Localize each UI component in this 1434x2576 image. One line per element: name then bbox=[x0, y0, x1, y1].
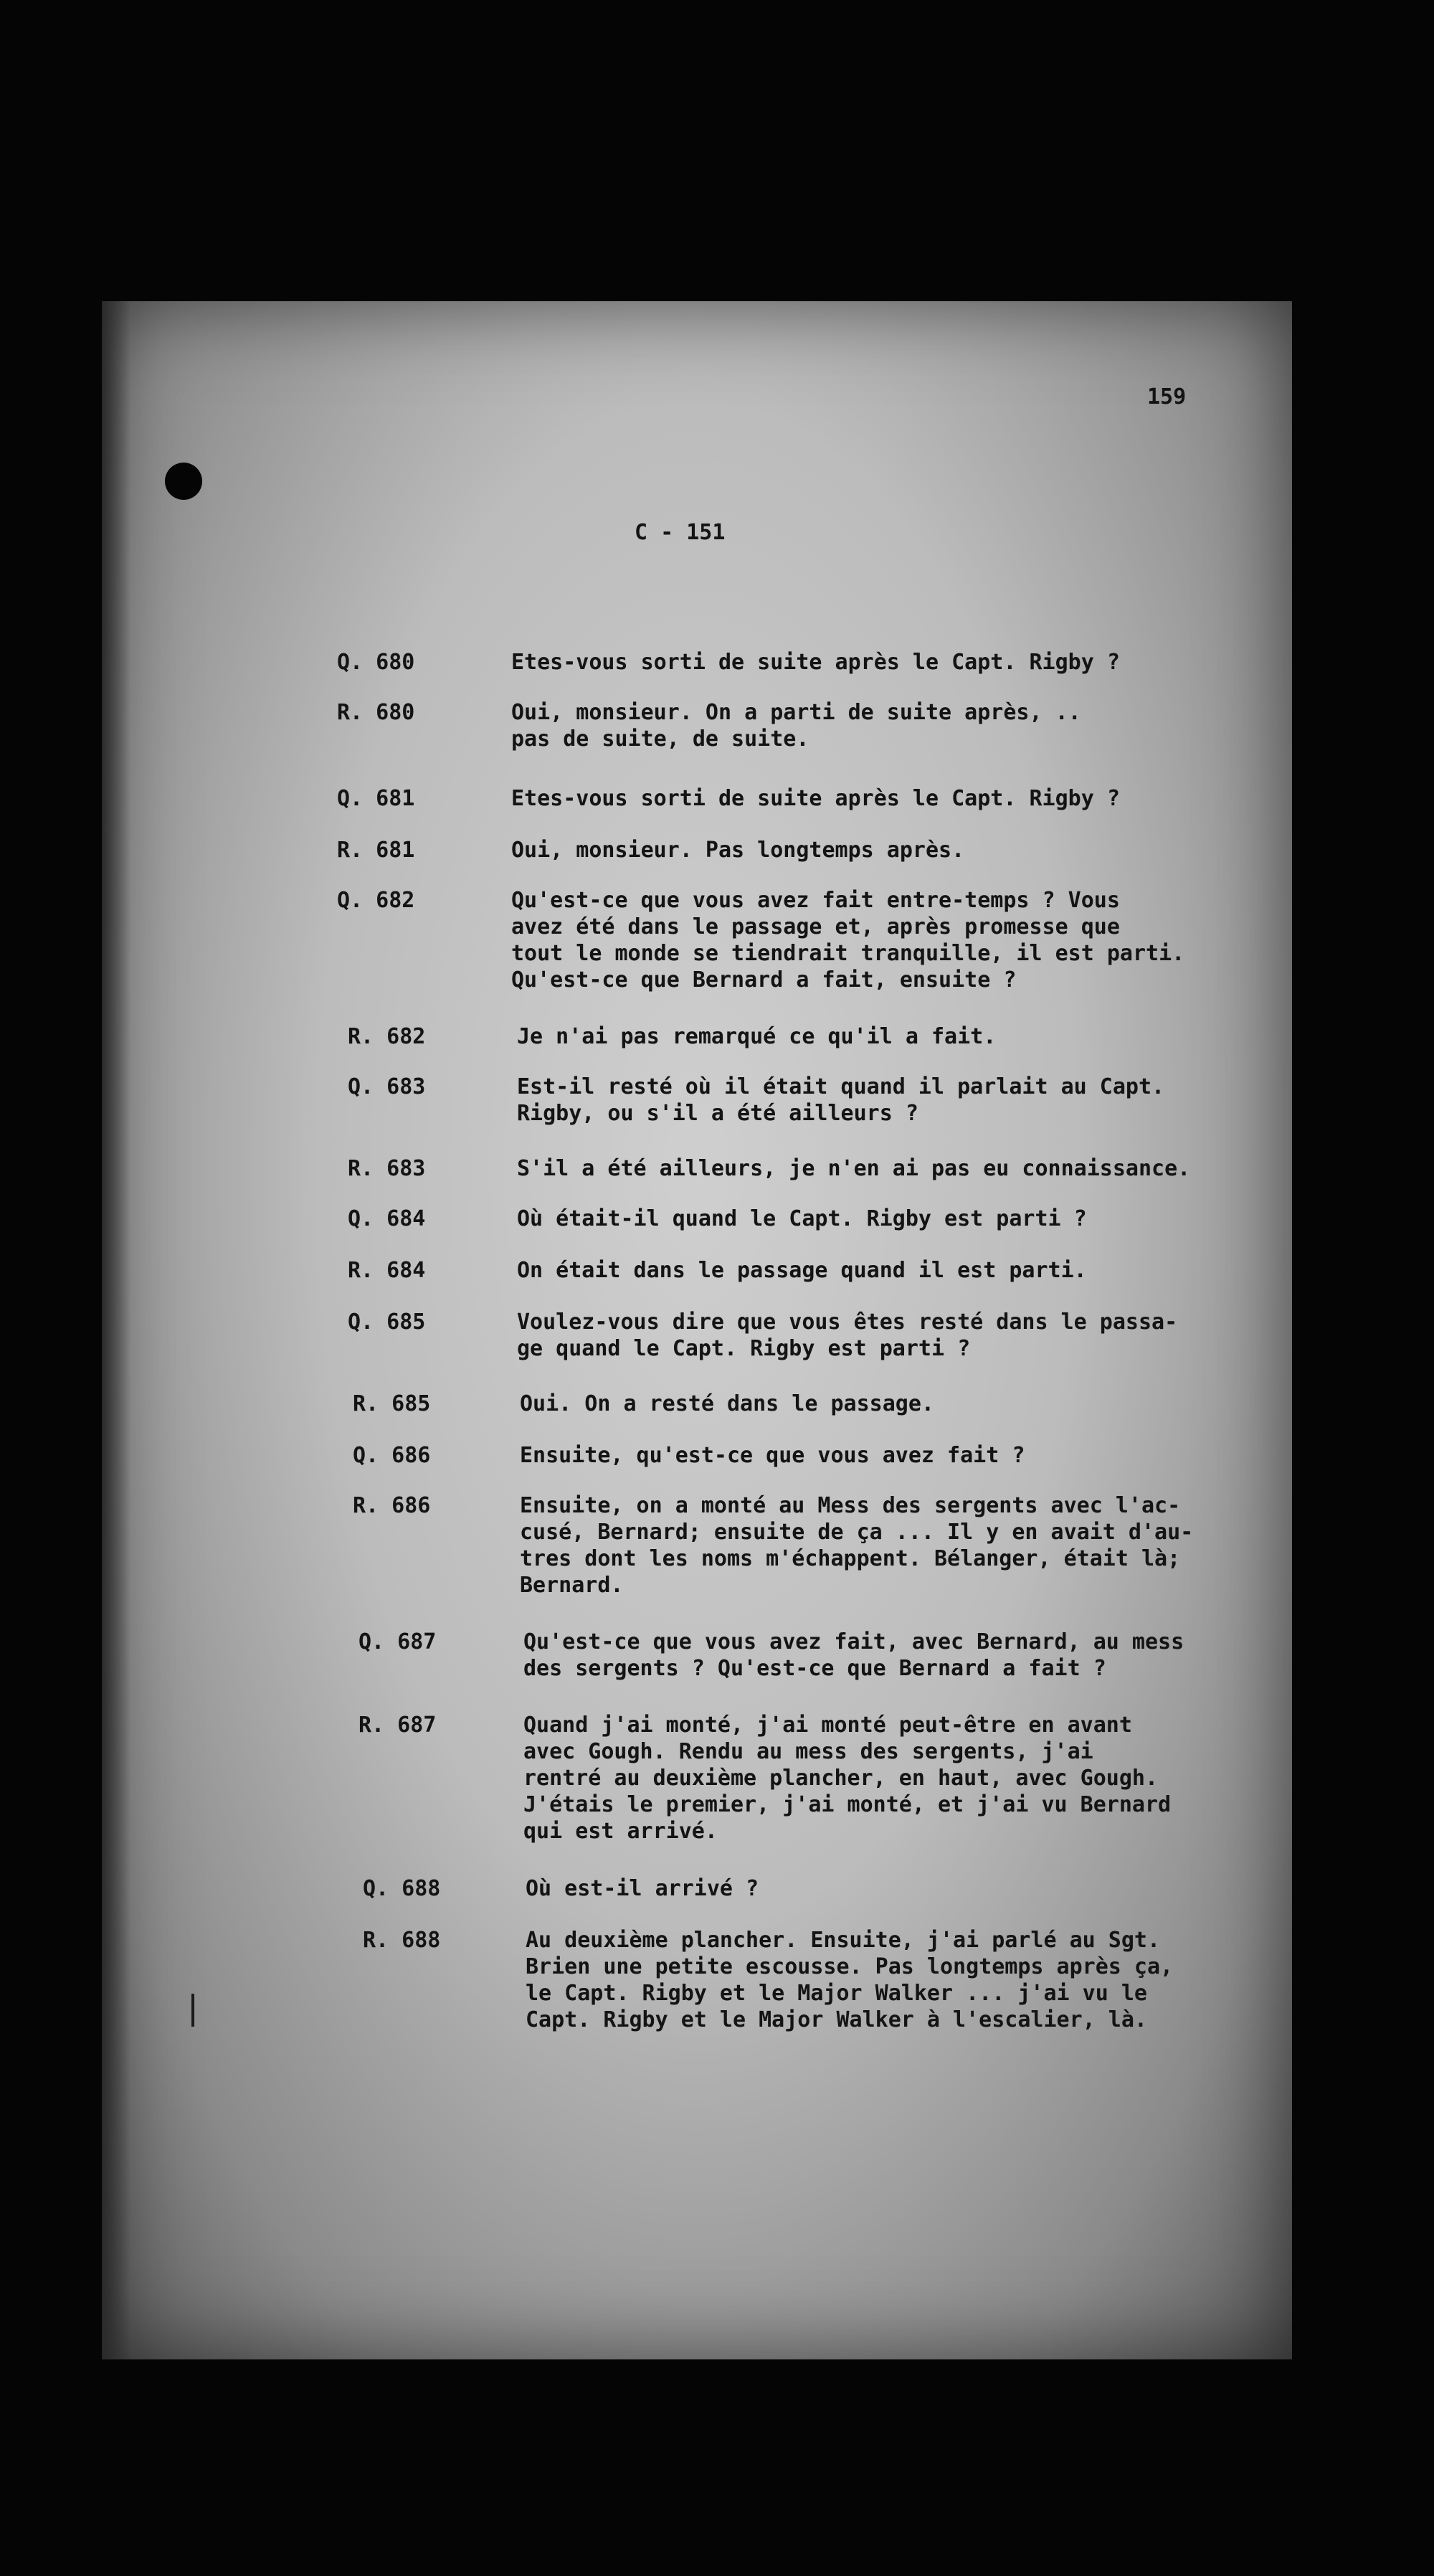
punch-hole bbox=[165, 463, 202, 500]
qa-label: R. 684 bbox=[348, 1258, 426, 1283]
qa-text bbox=[520, 1492, 1193, 1599]
qa-text bbox=[520, 1442, 1025, 1469]
qa-text-line: Quand j'ai monté, j'ai monté peut-être en avant bbox=[523, 1713, 1132, 1738]
qa-entry bbox=[337, 1155, 1190, 1182]
qa-entry bbox=[337, 1309, 1177, 1362]
qa-text-line: Ensuite, on a monté au Mess des sergents avec l'ac- bbox=[520, 1493, 1181, 1518]
qa-label: Q. 683 bbox=[348, 1074, 426, 1099]
margin-mark bbox=[191, 1994, 194, 2027]
qa-text bbox=[523, 1629, 1184, 1682]
qa-text bbox=[517, 1309, 1177, 1362]
qa-text bbox=[526, 1927, 1173, 2033]
qa-text bbox=[520, 1391, 934, 1417]
qa-entry bbox=[337, 785, 1120, 812]
qa-text bbox=[523, 1712, 1171, 1845]
qa-text-line: tout le monde se tiendrait tranquille, il est parti. bbox=[511, 941, 1185, 966]
qa-text-line: Est-il resté où il était quand il parlait au Capt. bbox=[517, 1074, 1165, 1099]
qa-text-line: On était dans le passage quand il est parti. bbox=[517, 1258, 1087, 1283]
qa-text bbox=[517, 1023, 996, 1050]
qa-text-line: des sergents ? Qu'est-ce que Bernard a fait ? bbox=[523, 1656, 1106, 1681]
qa-label: Q. 686 bbox=[353, 1443, 431, 1468]
qa-label: R. 687 bbox=[358, 1713, 437, 1738]
qa-entry bbox=[337, 1875, 759, 1902]
qa-entry bbox=[337, 1492, 1193, 1599]
qa-text bbox=[517, 1206, 1087, 1232]
qa-text-line: S'il a été ailleurs, je n'en ai pas eu connaissance. bbox=[517, 1156, 1191, 1181]
qa-text-line: avec Gough. Rendu au mess des sergents, j'ai bbox=[523, 1739, 1093, 1764]
qa-text-line: avez été dans le passage et, après promesse que bbox=[511, 914, 1120, 939]
qa-text bbox=[511, 887, 1184, 993]
qa-entry bbox=[337, 699, 1081, 752]
qa-text bbox=[511, 649, 1120, 676]
qa-label: R. 680 bbox=[337, 700, 415, 725]
qa-entry bbox=[337, 1023, 996, 1050]
qa-text-line: Où est-il arrivé ? bbox=[526, 1876, 759, 1901]
qa-text-line: Capt. Rigby et le Major Walker à l'escalier, là. bbox=[526, 2007, 1147, 2032]
qa-label: R. 688 bbox=[363, 1928, 441, 1953]
qa-text-line: cusé, Bernard; ensuite de ça ... Il y en avait d'au- bbox=[520, 1520, 1194, 1545]
qa-text-line: Brien une petite escousse. Pas longtemps après ça, bbox=[526, 1954, 1174, 1979]
qa-label: R. 682 bbox=[348, 1024, 426, 1049]
document-reference: C - 151 bbox=[635, 520, 726, 545]
qa-text-line: Qu'est-ce que vous avez fait, avec Bernard, au mess bbox=[523, 1629, 1184, 1654]
qa-entry bbox=[337, 1629, 1184, 1682]
qa-text-line: Je n'ai pas remarqué ce qu'il a fait. bbox=[517, 1024, 997, 1049]
qa-entry bbox=[337, 1391, 934, 1417]
qa-label: Q. 684 bbox=[348, 1206, 426, 1231]
qa-text-line: ge quand le Capt. Rigby est parti ? bbox=[517, 1336, 971, 1361]
qa-text-line: Etes-vous sorti de suite après le Capt. Rigby ? bbox=[511, 786, 1120, 811]
qa-label: R. 685 bbox=[353, 1391, 431, 1416]
qa-text-line: Qu'est-ce que vous avez fait entre-temps ? Vous bbox=[511, 888, 1120, 913]
qa-entry bbox=[337, 1712, 1171, 1845]
qa-entry bbox=[337, 1074, 1164, 1127]
qa-label: Q. 685 bbox=[348, 1310, 426, 1335]
qa-label: R. 681 bbox=[337, 838, 415, 863]
qa-entry bbox=[337, 837, 964, 863]
page-number: 159 bbox=[1147, 384, 1187, 409]
qa-label: R. 683 bbox=[348, 1156, 426, 1181]
qa-text-line: Oui, monsieur. On a parti de suite après, .. bbox=[511, 700, 1081, 725]
qa-text bbox=[511, 837, 964, 863]
qa-text-line: Bernard. bbox=[520, 1573, 624, 1598]
qa-entry bbox=[337, 1206, 1087, 1232]
qa-text-line: Où était-il quand le Capt. Rigby est parti ? bbox=[517, 1206, 1087, 1231]
qa-text-line: Oui, monsieur. Pas longtemps après. bbox=[511, 838, 965, 863]
qa-text-line: Au deuxième plancher. Ensuite, j'ai parlé au Sgt. bbox=[526, 1928, 1161, 1953]
qa-text-line: rentré au deuxième plancher, en haut, avec Gough. bbox=[523, 1766, 1159, 1791]
qa-text bbox=[517, 1257, 1087, 1284]
qa-entry bbox=[337, 649, 1120, 676]
qa-text bbox=[517, 1155, 1190, 1182]
qa-text-line: pas de suite, de suite. bbox=[511, 726, 809, 752]
qa-text-line: Voulez-vous dire que vous êtes resté dans le passa- bbox=[517, 1310, 1178, 1335]
qa-label: R. 686 bbox=[353, 1493, 431, 1518]
qa-entry bbox=[337, 1257, 1087, 1284]
qa-text-line: Etes-vous sorti de suite après le Capt. Rigby ? bbox=[511, 650, 1120, 675]
qa-label: Q. 682 bbox=[337, 888, 415, 913]
qa-entry bbox=[337, 1442, 1025, 1469]
qa-text-line: J'étais le premier, j'ai monté, et j'ai vu Bernard bbox=[523, 1792, 1172, 1817]
qa-label: Q. 681 bbox=[337, 786, 415, 811]
qa-label: Q. 688 bbox=[363, 1876, 441, 1901]
qa-text-line: Rigby, ou s'il a été ailleurs ? bbox=[517, 1101, 918, 1126]
page-left-edge-shadow bbox=[102, 301, 130, 2359]
qa-label: Q. 680 bbox=[337, 650, 415, 675]
qa-text-line: qui est arrivé. bbox=[523, 1819, 718, 1844]
qa-entry bbox=[337, 1927, 1173, 2033]
qa-text-line: Ensuite, qu'est-ce que vous avez fait ? bbox=[520, 1443, 1025, 1468]
qa-text-line: Qu'est-ce que Bernard a fait, ensuite ? bbox=[511, 967, 1017, 993]
qa-entry bbox=[337, 887, 1184, 993]
qa-text-line: le Capt. Rigby et le Major Walker ... j'ai vu le bbox=[526, 1981, 1147, 2006]
qa-text-line: tres dont les noms m'échappent. Bélanger, était là; bbox=[520, 1546, 1181, 1571]
qa-text bbox=[526, 1875, 759, 1902]
qa-text bbox=[517, 1074, 1164, 1127]
qa-text-line: Oui. On a resté dans le passage. bbox=[520, 1391, 934, 1416]
qa-label: Q. 687 bbox=[358, 1629, 437, 1654]
qa-text bbox=[511, 699, 1081, 752]
qa-text bbox=[511, 785, 1120, 812]
